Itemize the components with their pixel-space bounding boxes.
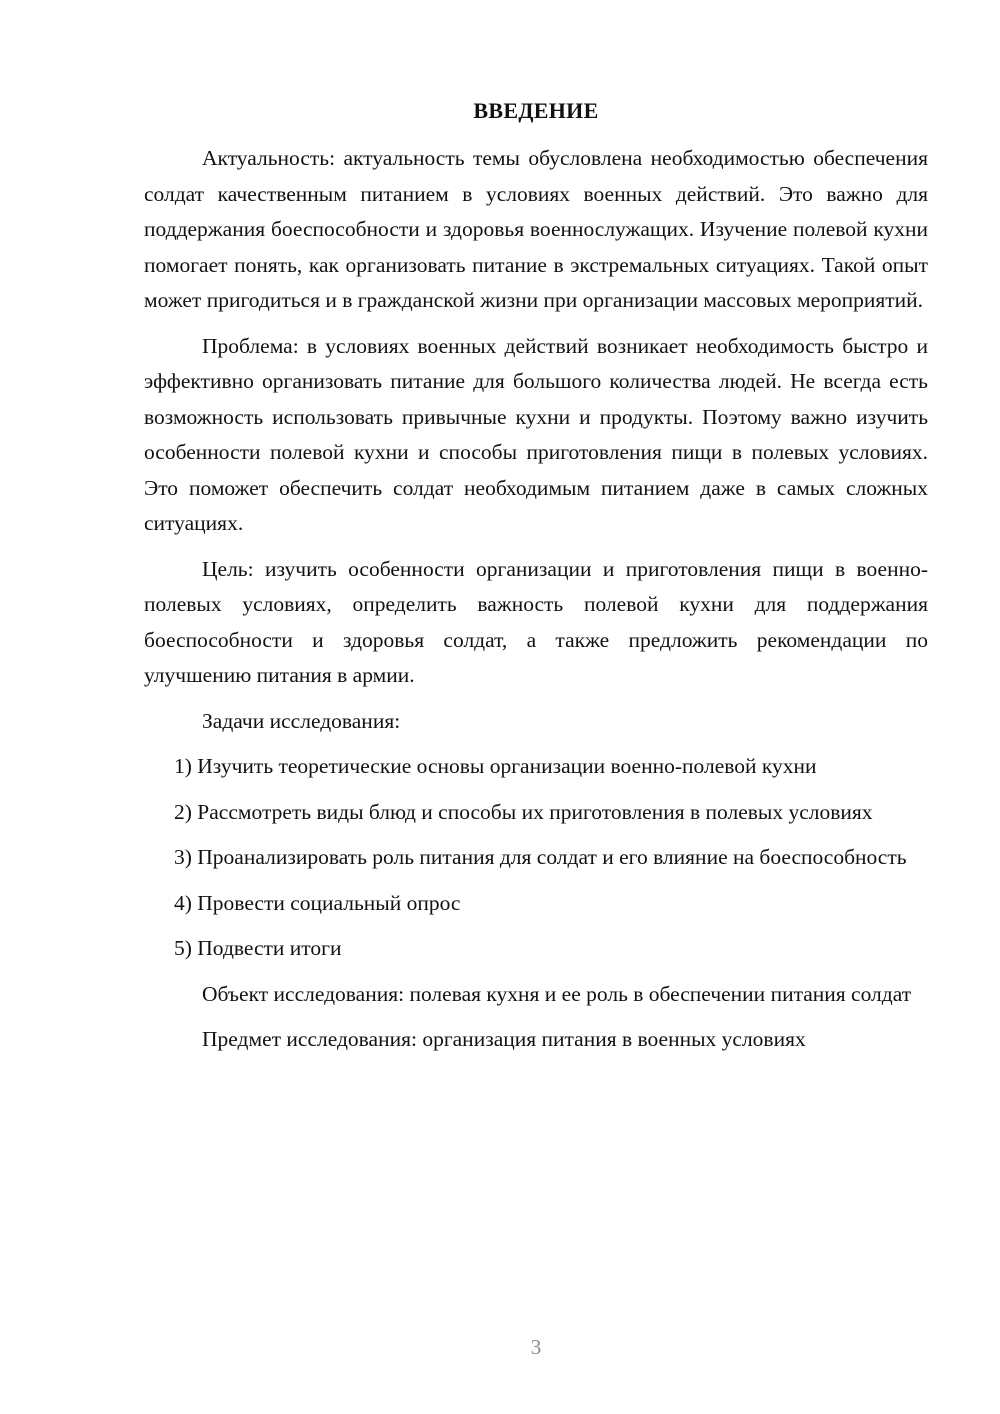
section-title: ВВЕДЕНИЕ xyxy=(473,98,599,123)
task-item-5: 5) Подвести итоги xyxy=(174,936,342,960)
task-item-4: 4) Провести социальный опрос xyxy=(174,890,461,915)
paragraph-subject: Предмет исследования: организация питания в военных условиях xyxy=(202,1027,806,1051)
paragraph-tasks-heading: Задачи исследования: xyxy=(202,708,401,733)
task-item-2: 2) Рассмотреть виды блюд и способы их приготовления в полевых условиях xyxy=(174,799,873,824)
paragraph-problem: Проблема: в условиях военных действий возникает необходимость быстро и эффективно организовать питание для большого количества людей. Не всегда есть возможность использовать привычные кухни и продукты. Поэтому важно изучить особенности полевой кухни и способы приготовления пищи в полевых условиях. Это поможет обеспечить солдат необходимым питанием даже в самых сложных ситуациях. xyxy=(144,333,928,535)
document-body xyxy=(144,141,928,1068)
task-item-3: 3) Проанализировать роль питания для солдат и его влияние на боеспособность xyxy=(174,845,907,869)
paragraph-goal: Цель: изучить особенности организации и приготовления пищи в военно-полевых условиях, определить важность полевой кухни для поддержания боеспособности и здоровья солдат, а также предложить рекомендации по улучшению питания в армии. xyxy=(144,556,928,687)
paragraph-object: Объект исследования: полевая кухня и ее роль в обеспечении питания солдат xyxy=(202,981,912,1006)
page-number: 3 xyxy=(530,1335,542,1359)
task-item-1: 1) Изучить теоретические основы организации военно-полевой кухни xyxy=(174,754,817,778)
paragraph-relevance: Актуальность: актуальность темы обусловлена необходимостью обеспечения солдат качественным питанием в условиях военных действий. Это важно для поддержания боеспособности и здоровья военнослужащих. Изучение полевой кухни помогает понять, как организовать питание в экстремальных ситуациях. Такой опыт может пригодиться и в гражданской жизни при организации массовых мероприятий. xyxy=(144,146,928,312)
